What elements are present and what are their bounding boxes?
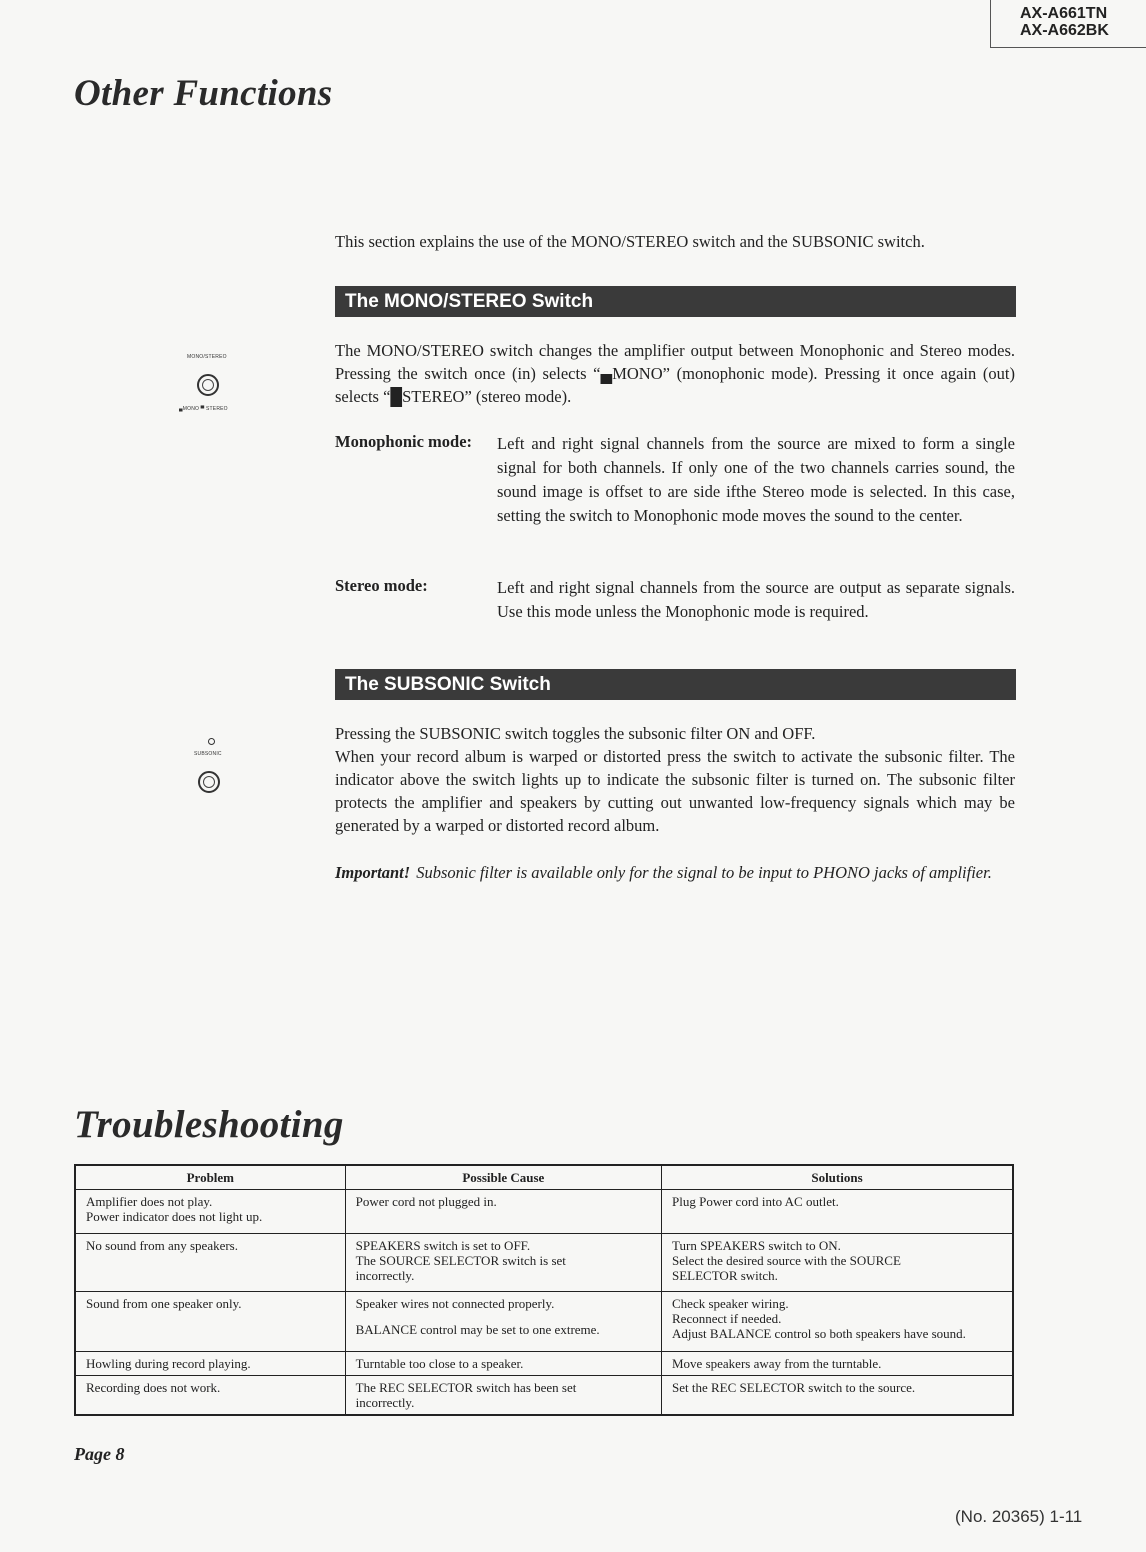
cell-line: The REC SELECTOR switch has been set xyxy=(355,1380,577,1395)
table-row xyxy=(75,1190,1013,1234)
mono-stereo-heading: The MONO/STEREO Switch xyxy=(335,286,1016,317)
problem-cell xyxy=(75,1234,345,1292)
cell-line: SPEAKERS switch is set to OFF. xyxy=(355,1238,531,1253)
mono-stereo-description: The MONO/STEREO switch changes the amplifier output between Monophonic and Stereo modes. Pressing the switch once (in) selects “▄MONO” (monophonic mode). Pressing it once again (out) selects “█STEREO” (stereo mode). xyxy=(335,341,1015,406)
other-functions-title: Other Functions xyxy=(74,73,333,114)
model-number: AX-A661TN xyxy=(1020,5,1108,22)
solution-cell xyxy=(662,1234,1014,1292)
troubleshooting-title: Troubleshooting xyxy=(74,1103,344,1146)
table-row xyxy=(75,1352,1013,1376)
stereo-mode-term: Stereo mode: xyxy=(335,576,428,595)
table-row xyxy=(75,1234,1013,1292)
cause-cell xyxy=(345,1352,661,1376)
table-header-row xyxy=(75,1165,1013,1190)
solution-cell xyxy=(662,1292,1014,1352)
cell-line: Recording does not work. xyxy=(86,1380,221,1395)
solution-cell xyxy=(662,1352,1014,1376)
cell-line: BALANCE control may be set to one extreme. xyxy=(355,1322,600,1337)
solution-cell xyxy=(662,1190,1014,1234)
table-row xyxy=(75,1292,1013,1352)
cause-cell xyxy=(345,1292,661,1352)
problem-cell xyxy=(75,1376,345,1416)
problem-cell xyxy=(75,1190,345,1234)
subsonic-line-1: Pressing the SUBSONIC switch toggles the subsonic filter ON and OFF. xyxy=(335,724,816,743)
cell-line: Howling during record playing. xyxy=(86,1356,251,1371)
page-number: Page 8 xyxy=(74,1444,125,1464)
mono-stereo-panel-sublabel: ▄MONO ▀ STEREO xyxy=(179,406,228,412)
cell-line: Check speaker wiring. xyxy=(672,1296,789,1311)
cell-line: Power indicator does not light up. xyxy=(86,1209,263,1224)
cause-cell xyxy=(345,1190,661,1234)
cell-line: incorrectly. xyxy=(355,1395,415,1410)
important-text: Subsonic filter is available only for the signal to be input to PHONO jacks of amplifier. xyxy=(416,863,992,882)
intro-text: This section explains the use of the MONO/STEREO switch and the SUBSONIC switch. xyxy=(335,232,925,251)
mono-stereo-panel-label: MONO/STEREO xyxy=(187,354,227,360)
important-note xyxy=(335,861,1015,885)
problem-cell xyxy=(75,1352,345,1376)
mono-stereo-knob-icon xyxy=(197,374,219,396)
cell-line: The SOURCE SELECTOR switch is set xyxy=(355,1253,566,1268)
cell-line: Move speakers away from the turntable. xyxy=(672,1356,882,1371)
cell-line: No sound from any speakers. xyxy=(86,1238,238,1253)
problem-cell xyxy=(75,1292,345,1352)
stereo-mode-description: Left and right signal channels from the source are output as separate signals. Use this mode unless the Monophonic mode is required. xyxy=(497,578,1015,621)
monophonic-mode-description: Left and right signal channels from the source are mixed to form a single signal for both channels. If only one of the two channels carries sound, the sound image is offset to are side ifthe Stereo mode is selected. In this case, setting the switch to Monophonic mode moves the sound to the center. xyxy=(497,434,1015,525)
subsonic-description xyxy=(335,722,1015,837)
subsonic-line-2: When your record album is warped or distorted press the switch to activate the subsonic filter. The indicator above the switch lights up to indicate the subsonic filter is turned on. The subsonic filter protects the amplifier and speakers by cutting out unwanted low-frequency signals which may be generated by a warped or distorted record album. xyxy=(335,747,1015,835)
important-label: Important! xyxy=(335,863,411,882)
cause-cell xyxy=(345,1234,661,1292)
subsonic-knob-icon xyxy=(198,771,220,793)
cause-cell xyxy=(345,1376,661,1416)
cell-line: Sound from one speaker only. xyxy=(86,1296,242,1311)
header-possible-cause: Possible Cause xyxy=(345,1165,661,1190)
cell-line: Speaker wires not connected properly. xyxy=(355,1296,555,1311)
header-problem: Problem xyxy=(75,1165,345,1190)
cell-line: incorrectly. xyxy=(355,1268,415,1283)
cell-line: SELECTOR switch. xyxy=(672,1268,778,1283)
model-number-box xyxy=(990,0,1146,48)
subsonic-panel-label: SUBSONIC xyxy=(194,751,222,757)
cell-line: Set the REC SELECTOR switch to the source. xyxy=(672,1380,916,1395)
cell-line: Power cord not plugged in. xyxy=(355,1194,497,1209)
cell-line: Amplifier does not play. xyxy=(86,1194,213,1209)
table-row xyxy=(75,1376,1013,1416)
model-number: AX-A662BK xyxy=(1020,22,1109,39)
monophonic-mode-term: Monophonic mode: xyxy=(335,432,473,451)
solution-cell xyxy=(662,1376,1014,1416)
header-solutions: Solutions xyxy=(662,1165,1014,1190)
cell-line: Plug Power cord into AC outlet. xyxy=(672,1194,839,1209)
subsonic-indicator-icon xyxy=(208,738,215,745)
cell-line: Turntable too close to a speaker. xyxy=(355,1356,524,1371)
document-number: (No. 20365) 1-11 xyxy=(955,1507,1083,1526)
cell-line: Adjust BALANCE control so both speakers have sound. xyxy=(672,1326,966,1341)
subsonic-heading: The SUBSONIC Switch xyxy=(335,669,1016,700)
cell-line: Turn SPEAKERS switch to ON. xyxy=(672,1238,841,1253)
cell-line: Reconnect if needed. xyxy=(672,1311,782,1326)
cell-line: Select the desired source with the SOURCE xyxy=(672,1253,901,1268)
troubleshooting-table xyxy=(74,1164,1014,1416)
